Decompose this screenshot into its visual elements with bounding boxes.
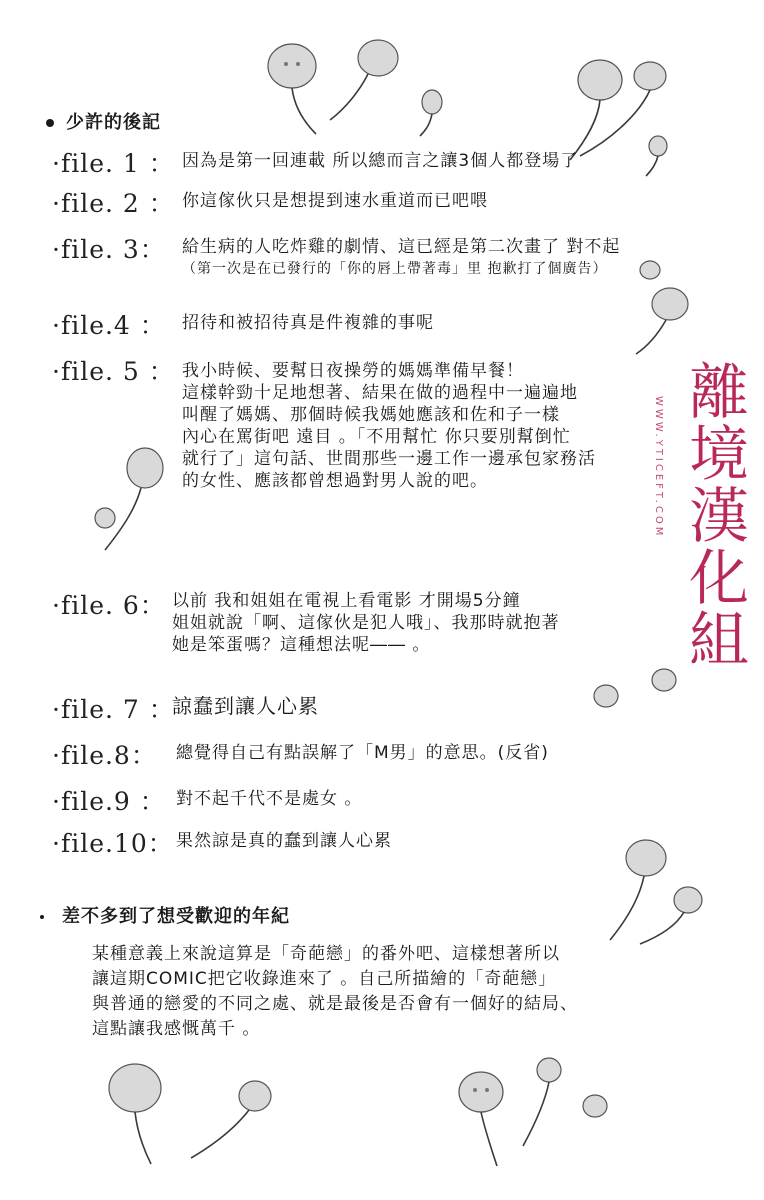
watermark-url: WWW.YTICEFT.COM [653, 396, 664, 539]
file-text-line: 姐姐就說「啊、這傢伙是犯人哦」、我那時就抱著 [172, 613, 560, 633]
file-label: ·file.9 ： [52, 787, 166, 816]
closing-line: 讓這期COMIC把它收錄進來了 。自己所描繪的「奇葩戀」 [92, 969, 557, 989]
file-text-line: 內心在罵街吧 遠目 。「不用幫忙 你只要別幫倒忙 [182, 427, 571, 447]
file-label: ·file.8： [52, 741, 157, 770]
closing-paragraph [92, 942, 692, 1042]
file-text-note: （第一次是在已發行的「你的唇上帶著毒」里 抱歉打了個廣告） [182, 261, 608, 277]
file-label: ·file. 7 ： [52, 695, 175, 724]
closing-title [40, 902, 290, 928]
flower-doodle-top-icon [250, 30, 490, 140]
closing-line: 與普通的戀愛的不同之處、就是最後是否會有一個好的結局、 [92, 994, 578, 1014]
file-text-line: 的女性、應該都曾想過對男人說的吧。 [182, 471, 488, 491]
file-text [172, 590, 692, 656]
scanlation-watermark [676, 360, 760, 680]
file-text-line: 因為是第一回連載 所以總而言之讓3個人都登場了 [182, 151, 579, 171]
file-text-line: 招待和被招待真是件複雜的事呢 [182, 313, 434, 333]
file-text [182, 312, 702, 334]
file-text [176, 788, 696, 810]
watermark-text: 離境漢化組 [679, 360, 749, 670]
file-text-line: 叫醒了媽媽、那個時候我媽她應該和佐和子一樣 [182, 405, 560, 425]
flower-doodle-right-bottom-icon [580, 800, 720, 950]
file-text-line: 果然諒是真的蠢到讓人心累 [176, 831, 392, 851]
file-text [176, 830, 696, 852]
flower-doodle-bottom-left-icon [95, 1048, 315, 1168]
file-text-line: 這樣幹勁十足地想著、結果在做的過程中一遍遍地 [182, 383, 578, 403]
bullet-dot [40, 915, 44, 919]
bullet-dot [46, 119, 54, 127]
file-text [182, 236, 702, 280]
file-label: ·file. 5 ： [52, 357, 175, 386]
file-label: ·file. 3： [52, 235, 166, 264]
flower-doodle-left-icon [85, 440, 195, 560]
flower-doodle-bottom-right-icon [445, 1050, 625, 1170]
file-label: ·file.10： [52, 829, 174, 858]
afterword-title-text: 少許的後記 [66, 112, 161, 133]
file-text-line: 總覺得自己有點誤解了「M男」的意思。(反省) [176, 743, 549, 763]
closing-line: 某種意義上來說這算是「奇葩戀」的番外吧、這樣想著所以 [92, 944, 560, 964]
closing-title-text: 差不多到了想受歡迎的年紀 [62, 906, 290, 927]
file-text [182, 150, 702, 172]
closing-line: 這點讓我感慨萬千 。 [92, 1019, 261, 1039]
file-label: ·file. 6： [52, 591, 166, 620]
file-text [172, 692, 692, 720]
file-text-line: 我小時候、要幫日夜操勞的媽媽準備早餐！ [182, 361, 524, 381]
file-label: ·file. 2 ： [52, 189, 175, 218]
file-text-line: 對不起千代不是處女 。 [176, 789, 363, 809]
afterword-title [46, 108, 161, 134]
file-text [182, 190, 702, 212]
file-text-line: 給生病的人吃炸雞的劇情、這已經是第二次畫了 對不起 [182, 237, 621, 257]
file-label: ·file. 1 ： [52, 149, 175, 178]
file-text-line: 以前 我和姐姐在電視上看電影 才開場5分鐘 [172, 591, 521, 611]
file-text-line: 你這傢伙只是想提到速水重道而已吧喂 [182, 191, 488, 211]
file-text [176, 742, 696, 764]
file-text-line: 諒蠢到讓人心累 [172, 694, 319, 718]
file-text-line: 她是笨蛋嗎？這種想法呢―― 。 [172, 635, 431, 655]
file-text [182, 360, 702, 492]
file-label: ·file.4 ： [52, 311, 166, 340]
file-text-line: 就行了」這句話、世間那些一邊工作一邊承包家務活 [182, 449, 596, 469]
